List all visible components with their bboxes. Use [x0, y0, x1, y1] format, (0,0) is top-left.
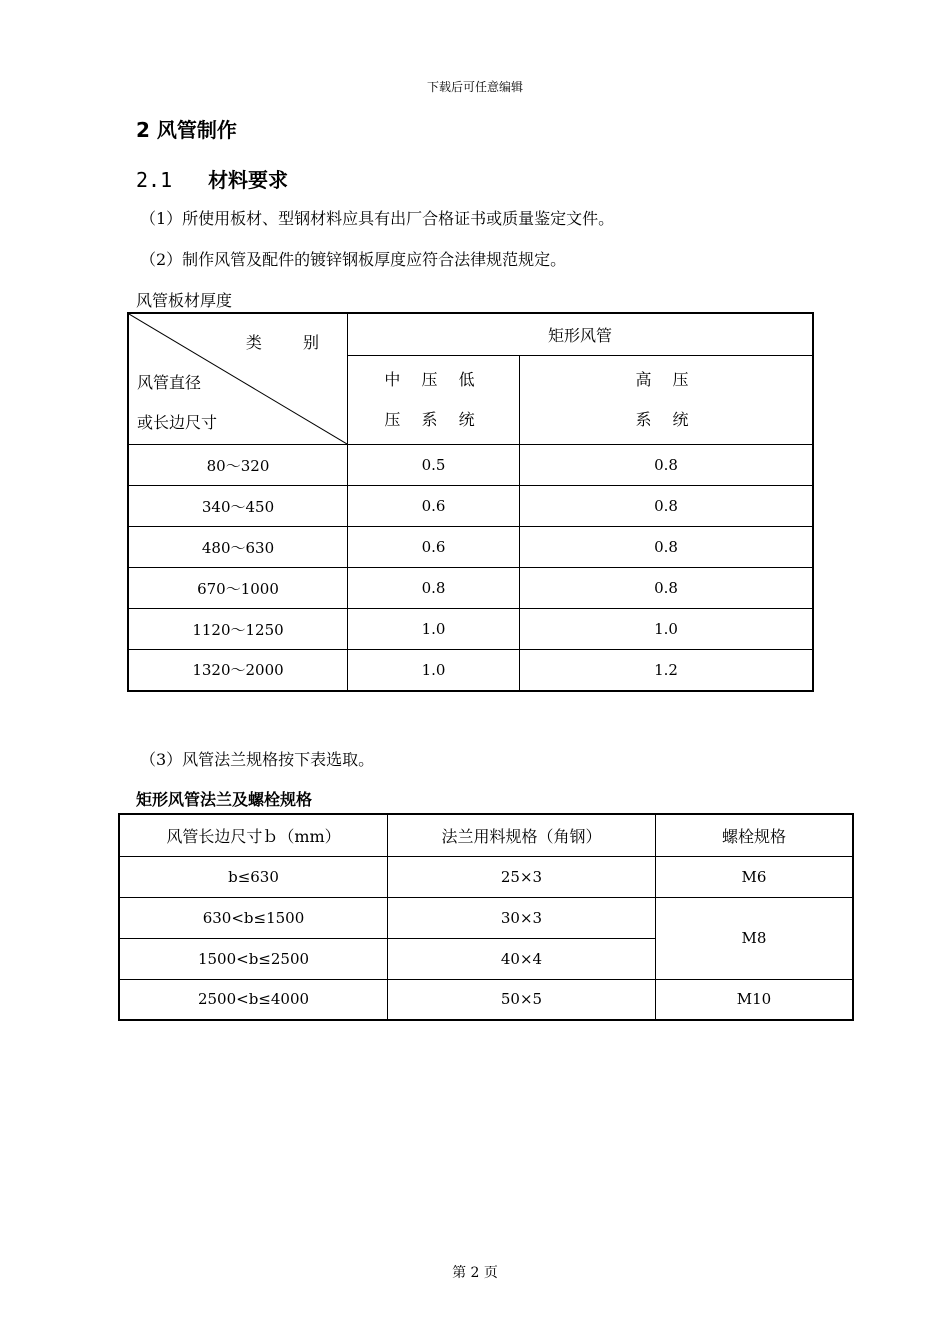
flange-cell: 25×3	[388, 856, 656, 897]
page-header: 下载后可任意编辑	[426, 80, 523, 94]
mid-low-cell: 0.6	[348, 486, 520, 527]
high-cell: 0.8	[520, 445, 814, 486]
high-header-line2: 系 统	[635, 409, 697, 429]
size-cell: b≤630	[119, 856, 388, 897]
paragraph-2: （2）制作风管及配件的镀锌钢板厚度应符合法律规范规定。	[140, 250, 567, 269]
table1-caption: 风管板材厚度	[136, 291, 233, 310]
duct-thickness-table	[127, 312, 814, 692]
size-cell: 630<b≤1500	[119, 897, 388, 938]
high-cell: 1.2	[520, 650, 814, 691]
bolt-header: 螺栓规格	[656, 814, 854, 856]
mid-low-cell: 0.8	[348, 568, 520, 609]
flange-bolt-table	[118, 813, 854, 1021]
high-cell: 0.8	[520, 527, 814, 568]
high-cell: 0.8	[520, 486, 814, 527]
size-cell: 80～320	[128, 445, 348, 486]
table-row	[128, 486, 813, 527]
page-footer: 第 2 页	[452, 1265, 498, 1281]
table-row	[119, 897, 853, 938]
subsection-number: 2.1	[136, 168, 173, 192]
flange-cell: 30×3	[388, 897, 656, 938]
bolt-cell: M8	[656, 897, 854, 979]
rect-duct-group-header: 矩形风管	[348, 313, 814, 355]
mid-low-header-line2: 压 系 统	[384, 409, 483, 429]
high-cell: 0.8	[520, 568, 814, 609]
size-cell: 670～1000	[128, 568, 348, 609]
paragraph-3: （3）风管法兰规格按下表选取。	[140, 750, 375, 769]
diagonal-header-cell	[128, 313, 348, 445]
mid-low-cell: 0.5	[348, 445, 520, 486]
mid-low-header	[348, 355, 520, 444]
subsection-title: 材料要求	[208, 168, 289, 192]
size-cell: 1320～2000	[128, 650, 348, 691]
mid-low-header-line1: 中 压 低	[384, 369, 483, 389]
mid-low-cell: 1.0	[348, 609, 520, 650]
table2-caption: 矩形风管法兰及螺栓规格	[136, 790, 313, 809]
table-row	[128, 650, 813, 691]
size-header: 风管长边尺寸ｂ（mm）	[119, 814, 388, 856]
size-cell: 480～630	[128, 527, 348, 568]
row-label-line1: 风管直径	[137, 373, 202, 392]
subsection-heading	[136, 164, 288, 193]
size-cell: 1120～1250	[128, 609, 348, 650]
flange-header: 法兰用料规格（角钢）	[388, 814, 656, 856]
category-label: 类 别	[245, 333, 337, 352]
flange-cell: 40×4	[388, 938, 656, 979]
table-row	[128, 445, 813, 486]
section-title: 2 风管制作	[136, 118, 237, 142]
table-row	[119, 856, 853, 897]
row-label-line2: 或长边尺寸	[137, 413, 218, 432]
mid-low-cell: 0.6	[348, 527, 520, 568]
size-cell: 1500<b≤2500	[119, 938, 388, 979]
table-row	[119, 979, 853, 1020]
bolt-cell: M6	[656, 856, 854, 897]
mid-low-cell: 1.0	[348, 650, 520, 691]
table-row	[128, 527, 813, 568]
flange-cell: 50×5	[388, 979, 656, 1020]
size-cell: 340～450	[128, 486, 348, 527]
high-header-line1: 高 压	[635, 369, 697, 389]
table-row	[128, 568, 813, 609]
size-cell: 2500<b≤4000	[119, 979, 388, 1020]
table-row	[128, 609, 813, 650]
paragraph-1: （1）所使用板材、型钢材料应具有出厂合格证书或质量鉴定文件。	[140, 209, 615, 228]
high-header	[520, 355, 814, 444]
high-cell: 1.0	[520, 609, 814, 650]
bolt-cell: M10	[656, 979, 854, 1020]
